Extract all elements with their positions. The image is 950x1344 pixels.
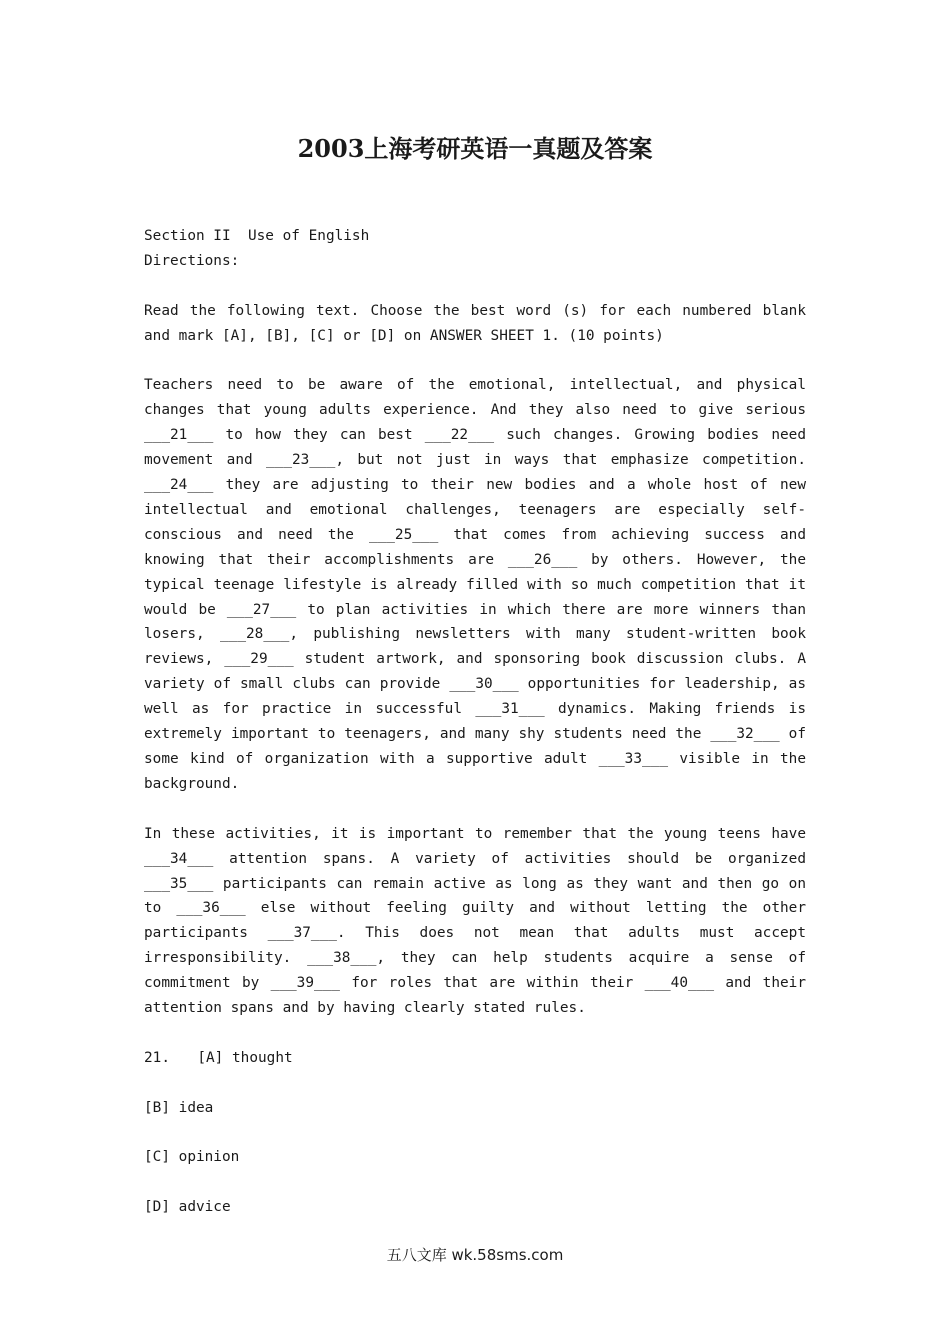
question-21-option-a	[144, 1046, 806, 1071]
question-number: 21.	[144, 1049, 170, 1066]
question-21-option-b: [B] idea	[144, 1099, 214, 1116]
directions-label: Directions:	[144, 252, 240, 269]
option-text: [A] thought	[197, 1049, 293, 1066]
directions-text: Read the following text. Choose the best word (s) for each numbered blank and mark [A], [B], [C] or [D] on ANSWER SHEET 1. (10 points)	[144, 302, 806, 344]
question-21-option-c: [C] opinion	[144, 1149, 240, 1166]
page-title: 2003上海考研英语一真题及答案	[297, 134, 653, 163]
document-body	[144, 224, 806, 1220]
passage-paragraph-2: In these activities, it is important to remember that the young teens have ___34___ attention spans. A variety of activities should be organized ___35___ participants can remain active as long as they want and then go on to ___36___ else without feeling guilty and without letting the other participants ___37___. This does not mean that adults must accept irresponsibility. ___38___, they can help students acquire a sense of commitment by ___39___ for roles that are within their ___40___ and their attention spans and by having clearly stated rules.	[144, 825, 806, 1017]
passage-paragraph-1: Teachers need to be aware of the emotional, intellectual, and physical changes that young adults experience. And they also need to give serious ___21___ to how they can best ___22___ such changes. Growing bodies need movement and ___23___, but not just in ways that emphasize competition. ___24___ they are adjusting to their new bodies and a whole host of new intellectual and emotional challenges, teenagers are especially self-conscious and need the ___25___ that comes from achieving success and knowing that their accomplishments are ___26___ by others. However, the typical teenage lifestyle is already filled with so much competition that it would be ___27___ to plan activities in which there are more winners than losers, ___28___, publishing newsletters with many student-written book reviews, ___29___ student artwork, and sponsoring book discussion clubs. A variety of small clubs can provide ___30___ opportunities for leadership, as well as for practice in successful ___31___ dynamics. Making friends is extremely important to teenagers, and many shy students need the ___32___ of some kind of organization with a supportive adult ___33___ visible in the background.	[144, 377, 806, 792]
footer-watermark: 五八文库 wk.58sms.com	[386, 1246, 564, 1264]
section-heading: Section II Use of English	[144, 228, 370, 244]
question-21-option-d: [D] advice	[144, 1199, 231, 1216]
